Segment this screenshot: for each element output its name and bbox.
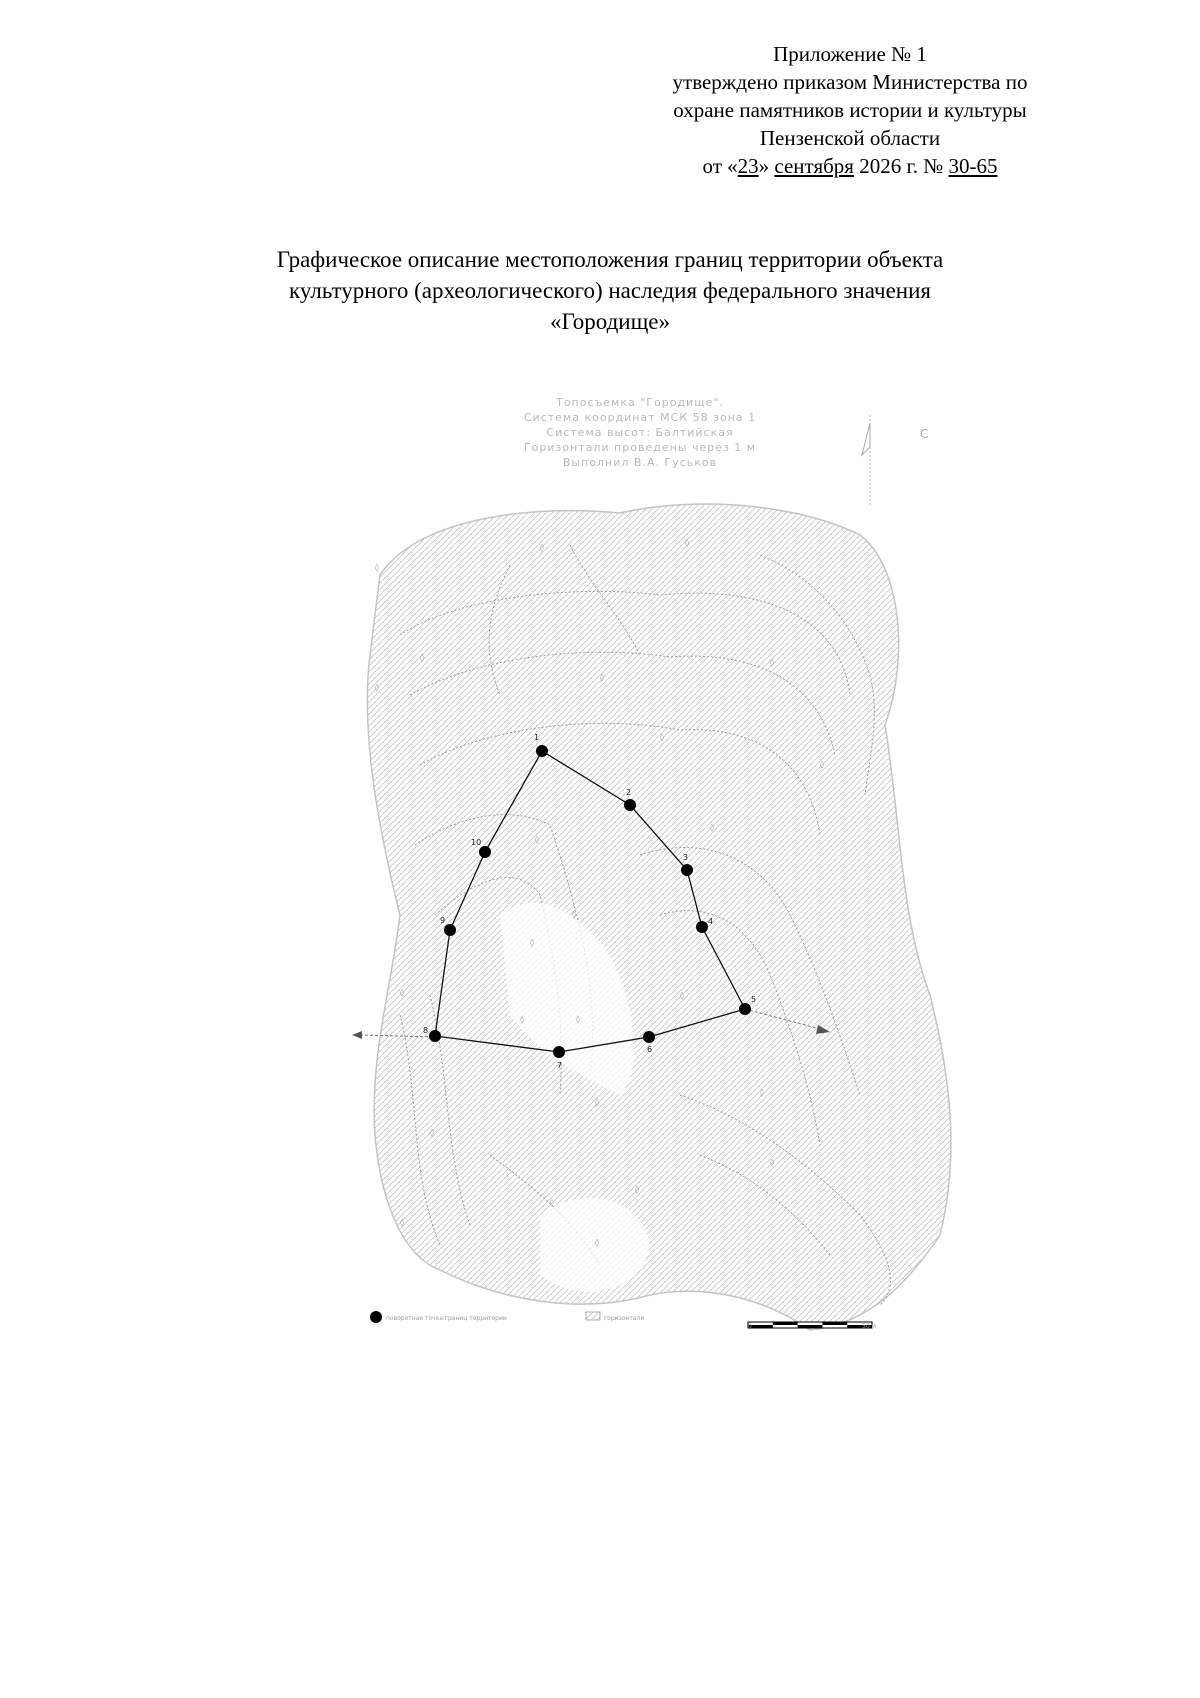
map-header-line-2: Система координат МСК 58 зона 1 xyxy=(523,411,757,424)
spot-height-mark-17: ◊ xyxy=(680,991,684,1000)
spot-height-mark-6: ◊ xyxy=(770,658,774,667)
legend-contour-label: горизонтали xyxy=(604,1315,645,1322)
spot-height-mark-7: ◊ xyxy=(600,673,604,682)
appendix-number: Приложение № 1 xyxy=(773,42,927,66)
heading-line-2: культурного (археологического) наследия федерального значения xyxy=(289,278,931,303)
boundary-point-2 xyxy=(624,799,636,811)
spot-height-mark-24: ◊ xyxy=(400,1218,404,1227)
boundary-point-label-8: 8 xyxy=(423,1026,429,1035)
boundary-point-label-3: 3 xyxy=(683,853,689,862)
scale-bar-segment-4 xyxy=(822,1322,847,1325)
spot-height-mark-12: ◊ xyxy=(572,910,576,919)
map-canvas xyxy=(340,395,1040,1465)
scale-end-label: 50 м xyxy=(862,1323,877,1330)
spot-height-mark-10: ◊ xyxy=(535,835,539,844)
boundary-point-label-9: 9 xyxy=(440,916,446,925)
boundary-point-4 xyxy=(696,921,708,933)
boundary-point-6 xyxy=(643,1031,655,1043)
spot-height-mark-15: ◊ xyxy=(520,1015,524,1024)
spot-height-mark-3: ◊ xyxy=(375,563,379,572)
north-label: С xyxy=(920,427,929,441)
boundary-point-8 xyxy=(429,1030,441,1042)
boundary-point-label-1: 1 xyxy=(534,733,540,742)
spot-height-mark-16: ◊ xyxy=(576,1015,580,1024)
date-day: 23 xyxy=(737,154,759,178)
spot-height-mark-11: ◊ xyxy=(710,823,714,832)
spot-height-mark-2: ◊ xyxy=(685,538,689,547)
spot-height-mark-8: ◊ xyxy=(660,733,664,742)
spot-height-mark-18: ◊ xyxy=(595,1098,599,1107)
document-heading xyxy=(160,244,1060,337)
spot-height-mark-5: ◊ xyxy=(375,683,379,692)
boundary-point-label-6: 6 xyxy=(647,1045,653,1054)
approval-line-2: утверждено приказом Министерства по xyxy=(672,70,1028,94)
date-year: 2026 г. № xyxy=(853,154,949,178)
boundary-point-10 xyxy=(479,846,491,858)
heading-line-1: Графическое описание местоположения границ территории объекта xyxy=(276,247,944,272)
spot-height-mark-21: ◊ xyxy=(770,1158,774,1167)
spot-height-mark-1: ◊ xyxy=(540,543,544,552)
boundary-point-label-5: 5 xyxy=(751,995,757,1004)
north-arrow-head xyxy=(862,423,870,455)
boundary-point-9 xyxy=(444,924,456,936)
approval-date-line xyxy=(600,152,1100,180)
boundary-point-3 xyxy=(681,864,693,876)
approval-line-4: Пензенской области xyxy=(759,126,941,150)
axis-arrow-west xyxy=(352,1031,362,1039)
legend-point-symbol xyxy=(370,1311,382,1323)
map-header-line-4: Горизонтали проведены через 1 м xyxy=(523,441,757,454)
boundary-point-7 xyxy=(553,1046,565,1058)
boundary-point-label-7: 7 xyxy=(557,1061,563,1070)
topographic-map xyxy=(340,395,1040,1465)
map-header-line-1: Топосъемка "Городище". xyxy=(556,396,724,409)
spot-height-mark-23: ◊ xyxy=(635,1185,639,1194)
spot-height-mark-9: ◊ xyxy=(820,760,824,769)
date-prefix: от « xyxy=(702,154,738,178)
spot-height-mark-20: ◊ xyxy=(430,1128,434,1137)
boundary-point-label-10: 10 xyxy=(471,838,482,847)
spot-height-mark-19: ◊ xyxy=(760,1088,764,1097)
order-number: 30-65 xyxy=(948,154,998,178)
spot-height-mark-13: ◊ xyxy=(530,938,534,947)
map-header-line-3: Система высот: Балтийская xyxy=(546,426,734,439)
spot-height-mark-22: ◊ xyxy=(550,1198,554,1207)
spot-height-mark-25: ◊ xyxy=(595,1238,599,1247)
boundary-point-5 xyxy=(739,1003,751,1015)
spot-height-mark-14: ◊ xyxy=(400,988,404,997)
boundary-point-label-2: 2 xyxy=(626,788,632,797)
legend-point-label: поворотная точка границ территории xyxy=(386,1315,507,1322)
boundary-point-label-4: 4 xyxy=(708,917,714,926)
scale-bar-segment-2 xyxy=(773,1322,798,1325)
spot-height-mark-4: ◊ xyxy=(420,653,424,662)
scale-bar-segment-3 xyxy=(798,1325,823,1328)
date-month: сентября xyxy=(774,154,854,178)
date-mid: » xyxy=(758,154,775,178)
approval-block xyxy=(600,40,1100,180)
scale-start-label: 0 xyxy=(748,1323,752,1330)
heading-line-3: «Городище» xyxy=(549,309,671,334)
approval-line-3: охране памятников истории и культуры xyxy=(673,98,1027,122)
boundary-point-1 xyxy=(536,745,548,757)
map-header xyxy=(470,395,810,470)
map-header-line-5: Выполнил В.А. Гуськов xyxy=(562,456,718,469)
contour-area xyxy=(367,504,951,1330)
legend-contour-symbol xyxy=(586,1312,600,1320)
